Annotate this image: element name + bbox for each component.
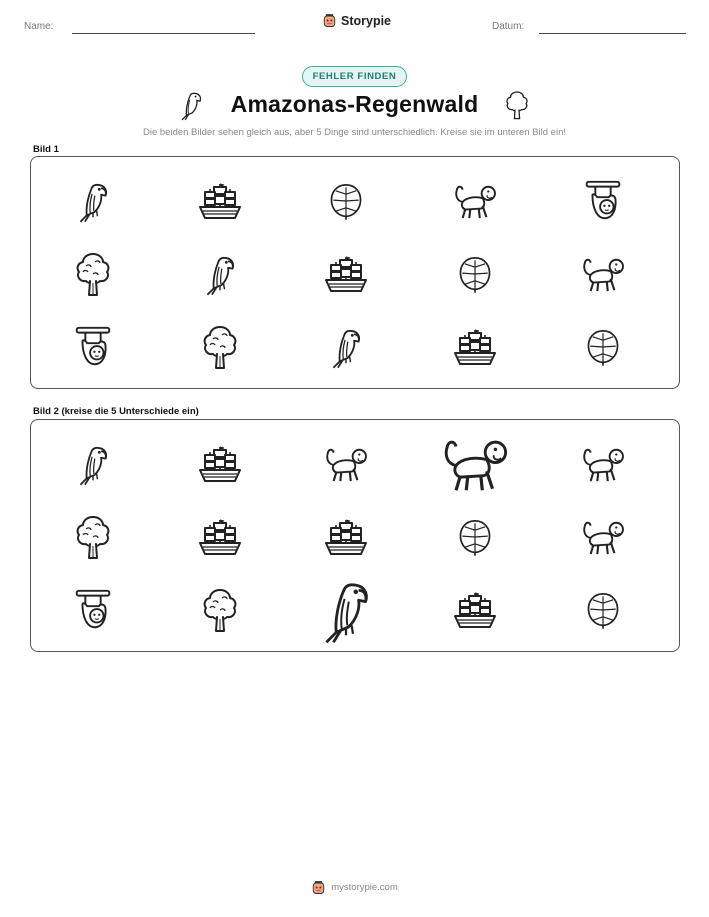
worksheet-type-badge: FEHLER FINDEN xyxy=(302,66,407,87)
picture-2-panel[interactable] xyxy=(30,419,680,652)
instructions: Die beiden Bilder sehen gleich aus, aber 5 Dinge sind unterschiedlich. Kreise sie im unteren Bild ein! xyxy=(143,127,566,138)
tree-icon[interactable] xyxy=(199,586,241,634)
sloth-icon[interactable] xyxy=(73,587,113,633)
ship-icon[interactable] xyxy=(322,517,370,557)
parrot-icon xyxy=(75,178,111,224)
monkey-icon[interactable] xyxy=(440,434,510,494)
monkey-icon[interactable] xyxy=(580,445,626,483)
ship-icon xyxy=(451,327,499,367)
footer-url: mystorypie.com xyxy=(331,882,398,893)
mascot-icon xyxy=(311,880,326,895)
monkey-icon[interactable] xyxy=(323,445,369,483)
parrot-icon[interactable] xyxy=(318,575,374,645)
picture-1-panel xyxy=(30,156,680,389)
sloth-icon xyxy=(583,178,623,224)
leaf-icon xyxy=(586,328,620,366)
mascot-icon xyxy=(322,13,337,28)
leaf-icon xyxy=(458,255,492,293)
leaf-icon[interactable] xyxy=(458,518,492,556)
leaf-icon xyxy=(329,182,363,220)
date-field[interactable] xyxy=(539,33,686,34)
sloth-icon xyxy=(73,324,113,370)
brand-logo xyxy=(322,13,391,28)
footer xyxy=(0,880,709,895)
tree-icon[interactable] xyxy=(72,513,114,561)
tree-icon xyxy=(504,89,530,121)
tree-icon xyxy=(199,323,241,371)
parrot-icon xyxy=(202,251,238,297)
ship-icon xyxy=(196,181,244,221)
ship-icon[interactable] xyxy=(196,517,244,557)
ship-icon xyxy=(322,254,370,294)
page-title: Amazonas-Regenwald xyxy=(230,91,479,117)
parrot-icon[interactable] xyxy=(75,441,111,487)
panel-2-label: Bild 2 (kreise die 5 Unterschiede ein) xyxy=(33,406,199,417)
leaf-icon[interactable] xyxy=(586,591,620,629)
ship-icon[interactable] xyxy=(451,590,499,630)
monkey-icon xyxy=(580,255,626,293)
name-label: Name: xyxy=(24,21,54,32)
monkey-icon xyxy=(452,182,498,220)
date-label: Datum: xyxy=(492,21,525,32)
monkey-icon[interactable] xyxy=(580,518,626,556)
ship-icon[interactable] xyxy=(196,444,244,484)
parrot-icon xyxy=(328,324,364,370)
name-field[interactable] xyxy=(72,33,255,34)
tree-icon xyxy=(72,250,114,298)
panel-1-label: Bild 1 xyxy=(33,144,59,155)
brand-name: Storypie xyxy=(341,13,392,28)
